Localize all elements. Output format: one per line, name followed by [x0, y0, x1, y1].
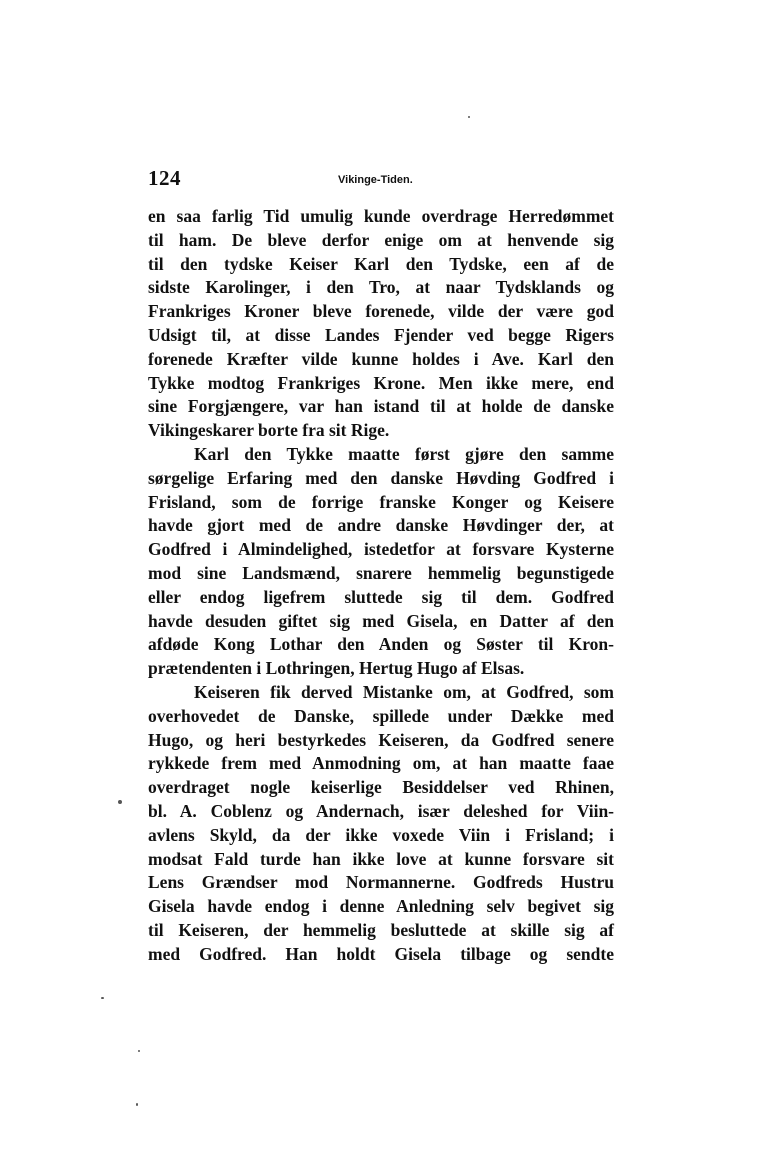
text-line: forenede Kræfter vilde kunne holdes i Ave. Karl den	[148, 348, 614, 369]
text-line: Godfred i Almindelighed, istedetfor at forsvare Kysterne	[148, 539, 614, 560]
text-line: til ham. De bleve derfor enige om at henvende sig	[148, 229, 614, 250]
body-text	[148, 205, 614, 967]
page-number: 124	[148, 166, 181, 190]
text-line: Tykke modtog Frankriges Krone. Men ikke mere, end	[148, 372, 614, 393]
paragraph	[148, 681, 614, 967]
text-line: rykkede frem med Anmodning om, at han maatte faae	[148, 753, 614, 774]
text-line: avlens Skyld, da der ikke voxede Viin i Frisland; i	[148, 824, 614, 845]
text-line: med Godfred. Han holdt Gisela tilbage og sendte	[148, 943, 614, 964]
text-line: havde desuden giftet sig med Gisela, en Datter af den	[148, 610, 614, 631]
text-line: Frankriges Kroner bleve forenede, vilde der være god	[148, 301, 614, 322]
scan-speck	[138, 1050, 140, 1052]
text-line: Lens Grændser mod Normannerne. Godfreds Hustru	[148, 872, 614, 893]
text-line: til Keiseren, der hemmelig besluttede at skille sig af	[148, 919, 614, 940]
text-line: overhovedet de Danske, spillede under Dække med	[148, 705, 614, 726]
text-line: Keiseren fik derved Mistanke om, at Godfred, som	[194, 681, 614, 702]
text-line: bl. A. Coblenz og Andernach, især deleshed for Viin-	[148, 800, 614, 821]
scan-speck	[118, 800, 122, 804]
text-line: sørgelige Erfaring med den danske Høvding Godfred i	[148, 467, 614, 488]
text-line: havde gjort med de andre danske Høvdinger der, at	[148, 515, 614, 536]
text-line: sine Forgjængere, var han istand til at holde de danske	[148, 396, 614, 417]
text-line: Karl den Tykke maatte først gjøre den samme	[194, 443, 614, 464]
scan-speck	[101, 997, 104, 999]
paragraph	[148, 205, 614, 443]
text-line: mod sine Landsmænd, snarere hemmelig begunstigede	[148, 562, 614, 583]
running-head	[148, 166, 614, 196]
running-title: Vikinge-Tiden.	[338, 174, 413, 186]
text-line: Udsigt til, at disse Landes Fjender ved begge Rigers	[148, 324, 614, 345]
text-line: Gisela havde endog i denne Anledning selv begivet sig	[148, 896, 614, 917]
text-line: overdraget nogle keiserlige Besiddelser ved Rhinen,	[148, 777, 614, 798]
scan-speck	[136, 1103, 138, 1106]
text-line: til den tydske Keiser Karl den Tydske, een af de	[148, 253, 614, 274]
text-line: en saa farlig Tid umulig kunde overdrage Herredømmet	[148, 206, 614, 226]
text-line: Vikingeskarer borte fra sit Rige.	[148, 420, 390, 441]
text-line: Frisland, som de forrige franske Konger og Keisere	[148, 491, 614, 512]
text-line: eller endog ligefrem sluttede sig til dem. Godfred	[148, 586, 614, 607]
text-line: Hugo, og heri bestyrkedes Keiseren, da Godfred senere	[148, 729, 614, 750]
text-line: modsat Fald turde han ikke love at kunne forsvare sit	[148, 848, 614, 869]
text-line: prætendenten i Lothringen, Hertug Hugo af Elsas.	[148, 658, 525, 679]
paragraph	[148, 443, 614, 681]
scan-speck	[468, 116, 470, 118]
text-line: sidste Karolinger, i den Tro, at naar Tydsklands og	[148, 277, 614, 298]
text-line: afdøde Kong Lothar den Anden og Søster til Kron-	[148, 634, 614, 655]
